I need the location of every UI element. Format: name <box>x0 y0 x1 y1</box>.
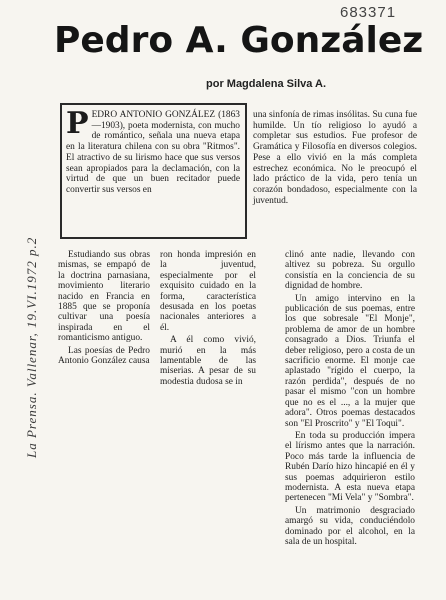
body-paragraph: En toda su producción impera el lírismo antes que la narración. Poco más tarde la influencia de Rubén Darío hizo hincapié en él y sus poemas adquirieron estilo modernista. A esta nueva etapa pertenecen "Mi Vela" y "Sombra". <box>285 430 415 504</box>
body-paragraph: Estudiando sus obras mismas, se empapó de la doctrina parnasiana, movimiento literario nacido en Francia en 1885 que se proponía cultivar una poesía inspirada en el romanticismo antiguo. <box>58 250 150 344</box>
archive-number: 683371 <box>340 4 397 21</box>
article-byline: por Magdalena Silva A. <box>206 78 327 90</box>
body-paragraph: Un matrimonio desgraciado amargó su vida, conduciéndolo dominado por el alcohol, en la sala de un hospital. <box>285 505 415 547</box>
body-paragraph: Un amigo intervino en la publicación de sus poemas, entre los que sobresale "El Monje", problema de amor de un hombre consagrado a Dios. Triunfa el deber religioso, pero a costa de un sacrificio enorme. El monje cae aplastado "rígido el cuerpo, la razón perdida", después de no pasar el mismo "con un hombre que no es el ..., a la mujer que adora". Otros poemas destacados son "El Proscrito" y "El Toqui". <box>285 293 415 429</box>
drop-cap: P <box>66 106 89 141</box>
body-paragraph: ron honda impresión en la juventud, especialmente por el exquisito cuidado en la forma, característica desusada en los poetas nacionales anteriores a él. <box>160 250 256 333</box>
body-paragraph: A él como vivió, murió en la más lamentable de las miserias. A pesar de su modestia dudosa se in <box>160 335 256 387</box>
body-column-3 <box>285 250 415 549</box>
body-paragraph: clinó ante nadie, llevando con altivez su pobreza. Su orgullo consistía en la conciencia de su dignidad de hombre. <box>285 250 415 292</box>
intro-paragraph-1 <box>66 106 240 196</box>
article-title: Pedro A. González <box>54 20 424 61</box>
body-paragraph: Las poesías de Pedro Antonio González causa <box>58 345 150 367</box>
intro-paragraph-2: una sinfonía de rimas insólitas. Su cuna fue humilde. Un tío religioso lo ayudó a completar sus estudios. Fue profesor de Gramática y Filosofía en diversos colegios. Pese a ello vivió en la más completa estrechez económica. No le preocupó el lado práctico de la vida, pero tenía un corazón bondadoso, especialmente con la juventud. <box>253 110 417 206</box>
intro-text-1: EDRO ANTONIO GONZÁLEZ (1863—1903), poeta modernista, con mucho de romántico, señala una nueva etapa en la literatura chilena con su obra "Ritmos". El atractivo de su lirismo hace que sus versos sean apropiados para la declamación, con la virtud de que un buen recitador puede convertir sus versos en <box>66 110 240 195</box>
body-column-2 <box>160 250 256 389</box>
body-column-1 <box>58 250 150 368</box>
handwritten-source-note: La Prensa. Vallenar, 19.VI.1972 p.2 <box>24 236 39 458</box>
